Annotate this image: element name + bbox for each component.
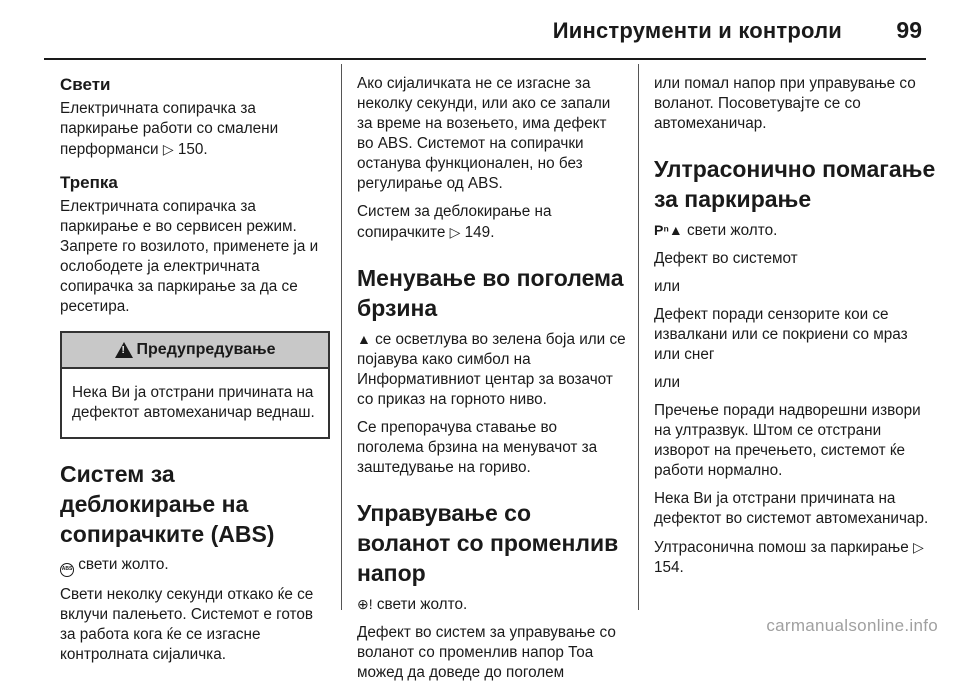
text: Електричната сопирачка за паркирање работи со смалени перформанси [60, 100, 279, 158]
page-title: Иинструменти и контроли [552, 18, 842, 43]
paragraph: Нека Ви ја отстрани причината на дефектот во систeмот автомеханичар. [654, 490, 929, 527]
warning-triangle-icon [115, 342, 133, 358]
paragraph: Дефект во системот [654, 250, 798, 267]
paragraph: или помал напор при управување со воланот. Посоветувајте се со автомеханичар. [654, 75, 916, 132]
paragraph: Дефект во систем за управување со воланот со променлив напор Тоа можед да доведе до поголем [357, 624, 616, 681]
heading-parking-assist: Ултрасонично помагање за паркирање [654, 156, 936, 212]
paragraph [357, 202, 627, 243]
text: се осветлува во зелена боја или се појавува како симбол на Информативниот центар за возачот со приказ на горното ниво. [357, 331, 626, 408]
paragraph [60, 99, 326, 160]
page-reference[interactable]: 150. [177, 141, 208, 158]
reference-arrow-icon: ▷ [449, 224, 461, 240]
column-divider [341, 64, 342, 610]
column-divider [638, 64, 639, 610]
paragraph: Свети неколку секунди откако ќе се вклучи палењето. Системот е готов за работа кога ќе се изгасне контролната сијаличка. [60, 586, 314, 663]
text: свети жолто. [372, 596, 468, 613]
upshift-indicator-icon: ▲ [357, 331, 371, 347]
header-divider [44, 58, 926, 60]
subheading-lit: Свети [60, 75, 111, 94]
column-middle [357, 64, 627, 681]
text: Систем за деблокирање на сопирачките [357, 203, 552, 241]
steering-fault-icon: ⊕! [357, 596, 373, 612]
heading-upshift: Менување во поголема брзина [357, 265, 624, 321]
heading-abs: Систем за деблокирање на сопирачките (ABS) [60, 461, 275, 547]
paragraph [654, 220, 936, 241]
paragraph: Пречење поради надворешни извори на ултразвук. Штом се отстрани изворот на пречењето, системот ќе работи нормално. [654, 402, 921, 479]
paragraph [357, 329, 627, 410]
text: свети жолто. [74, 556, 169, 573]
text: Ултрасонична помош за паркирање [654, 539, 913, 556]
watermark: carmanualsonline.info [766, 616, 938, 635]
text: свети жолто. [682, 222, 778, 239]
page-reference[interactable]: 154. [654, 559, 684, 576]
abs-warning-icon: ABS [60, 563, 74, 577]
reference-arrow-icon: ▷ [912, 539, 924, 555]
paragraph: Електричната сопирачка за паркирање е во сервисен режим. Запрете го возилото, применете ја и ослободете ја електричната сопирачка за паркирање за да се ресетира. [60, 198, 319, 315]
warning-box [60, 331, 330, 439]
reference-arrow-icon: ▷ [162, 141, 174, 157]
paragraph [60, 555, 326, 577]
page-reference[interactable]: 149. [464, 224, 495, 241]
parking-assist-icon: Pⁿ▲ [654, 222, 683, 238]
heading-steering: Управување со воланот со променлив напор [357, 500, 619, 586]
paragraph: Дефект поради сензорите кои се извалкани или се покриени со мраз или снег [654, 306, 908, 363]
column-right [654, 64, 936, 608]
paragraph: Се препорачува ставање во поголема брзина на менувачот за заштедување на гориво. [357, 419, 598, 476]
warning-title: Предупредување [136, 341, 276, 358]
warning-text: Нека Ви ја отстрани причината на дефектот автомеханичар веднаш. [72, 384, 315, 421]
warning-header [62, 333, 328, 369]
subheading-flashing: Трепка [60, 173, 118, 192]
column-left [60, 64, 326, 663]
paragraph: или [654, 374, 681, 391]
paragraph [654, 537, 936, 578]
page-number: 99 [896, 17, 922, 43]
paragraph: Ако сијаличката не се изгасне за неколку секунди, или ако се запали за време на возењето, има дефект во ABS. Системот на сопирачки останува функционален, но без регулирање од ABS. [357, 75, 611, 192]
paragraph: или [654, 278, 681, 295]
paragraph [357, 594, 627, 615]
